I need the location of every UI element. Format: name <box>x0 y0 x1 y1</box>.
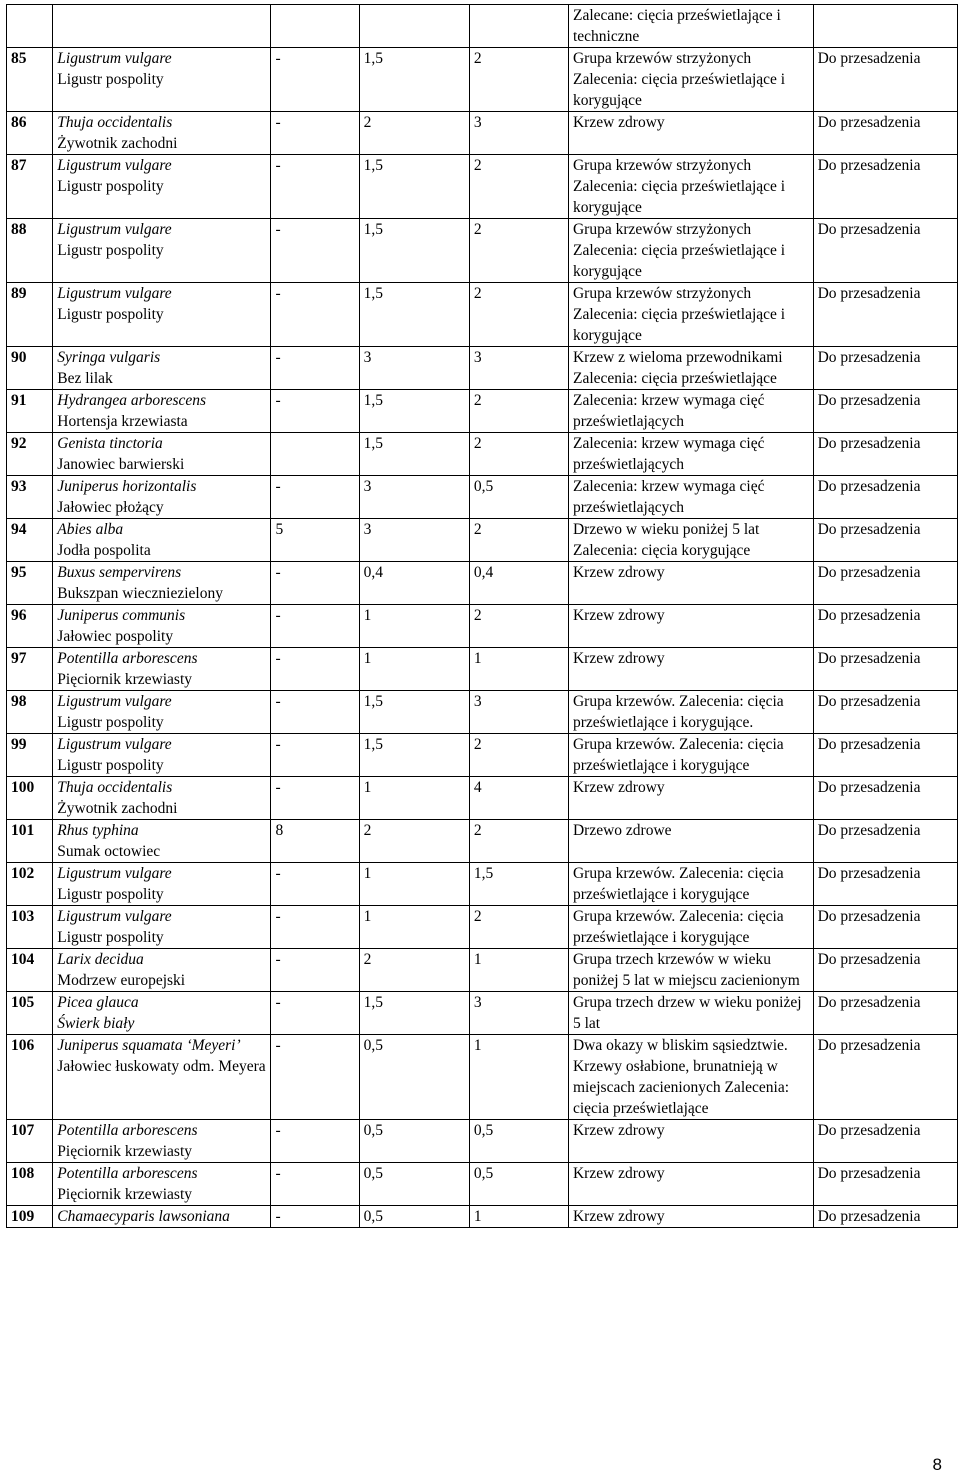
cell-decision: Do przesadzenia <box>813 777 957 820</box>
species-polish-name: Janowiec barwierski <box>57 456 185 473</box>
cell-species <box>53 562 271 605</box>
cell-species <box>53 992 271 1035</box>
cell-girth: - <box>271 112 359 155</box>
cell-width: 2 <box>469 219 568 283</box>
species-polish-name: Sumak octowiec <box>57 843 161 860</box>
cell-height: 0,5 <box>359 1206 469 1228</box>
cell-description: Zalecane: cięcia prześwietlające i techniczne <box>568 5 813 48</box>
cell-species <box>53 219 271 283</box>
cell-width: 2 <box>469 605 568 648</box>
cell-height: 2 <box>359 820 469 863</box>
table-row <box>7 1120 958 1163</box>
species-latin-name: Ligustrum vulgare <box>57 908 172 925</box>
table-row <box>7 949 958 992</box>
species-latin-name: Potentilla arborescens <box>57 1165 198 1182</box>
cell-height: 1,5 <box>359 48 469 112</box>
cell-girth: - <box>271 1035 359 1120</box>
cell-width: 1,5 <box>469 863 568 906</box>
table-row <box>7 390 958 433</box>
cell-girth: - <box>271 562 359 605</box>
table-row <box>7 476 958 519</box>
cell-nr: 87 <box>7 155 53 219</box>
cell-decision: Do przesadzenia <box>813 906 957 949</box>
cell-girth: - <box>271 1206 359 1228</box>
cell-girth: - <box>271 906 359 949</box>
cell-height: 3 <box>359 476 469 519</box>
species-polish-name: Pięciornik krzewiasty <box>57 671 193 688</box>
cell-height: 1 <box>359 906 469 949</box>
cell-nr: 109 <box>7 1206 53 1228</box>
page-number: 8 <box>932 1455 942 1474</box>
table-row <box>7 155 958 219</box>
table-row <box>7 734 958 777</box>
cell-description: Zalecenia: krzew wymaga cięć prześwietlających <box>568 390 813 433</box>
species-latin-name: Syringa vulgaris <box>57 349 161 366</box>
cell-species <box>53 949 271 992</box>
cell-girth: - <box>271 155 359 219</box>
cell-width: 3 <box>469 992 568 1035</box>
species-latin-name: Ligustrum vulgare <box>57 157 172 174</box>
cell-description: Krzew zdrowy <box>568 777 813 820</box>
cell-species <box>53 390 271 433</box>
cell-decision: Do przesadzenia <box>813 605 957 648</box>
cell-height: 1,5 <box>359 390 469 433</box>
cell-girth: - <box>271 476 359 519</box>
species-latin-name: Thuja occidentalis <box>57 779 173 796</box>
table-row <box>7 1163 958 1206</box>
cell-nr: 98 <box>7 691 53 734</box>
species-polish-name: Bukszpan wieczniezielony <box>57 585 223 602</box>
cell-species <box>53 1035 271 1120</box>
species-polish-name: Ligustr pospolity <box>57 929 164 946</box>
species-polish-name: Ligustr pospolity <box>57 757 164 774</box>
species-polish-name: Jałowiec łuskowaty odm. Meyera <box>57 1058 266 1075</box>
cell-description: Grupa krzewów. Zalecenia: cięcia prześwietlające i korygujące. <box>568 691 813 734</box>
cell-width: 4 <box>469 777 568 820</box>
cell-girth: - <box>271 1120 359 1163</box>
cell-nr: 90 <box>7 347 53 390</box>
cell-girth: - <box>271 949 359 992</box>
cell-decision: Do przesadzenia <box>813 949 957 992</box>
cell-nr: 101 <box>7 820 53 863</box>
cell-width: 2 <box>469 519 568 562</box>
cell-decision: Do przesadzenia <box>813 519 957 562</box>
table-row <box>7 605 958 648</box>
cell-height: 0,5 <box>359 1035 469 1120</box>
cell-description: Krzew zdrowy <box>568 1163 813 1206</box>
species-polish-name: Bez lilak <box>57 370 113 387</box>
table-row <box>7 1035 958 1120</box>
cell-species <box>53 734 271 777</box>
species-latin-name: Juniperus squamata ‘Meyeri’ <box>57 1037 241 1054</box>
cell-width: 2 <box>469 155 568 219</box>
cell-height: 0,5 <box>359 1163 469 1206</box>
inventory-table <box>6 4 958 1228</box>
cell-description: Grupa trzech drzew w wieku poniżej 5 lat <box>568 992 813 1035</box>
cell-description: Grupa krzewów strzyżonych Zalecenia: cięcia prześwietlające i korygujące <box>568 219 813 283</box>
species-polish-name: Ligustr pospolity <box>57 886 164 903</box>
table-row <box>7 519 958 562</box>
cell-height: 2 <box>359 949 469 992</box>
cell-nr <box>7 5 53 48</box>
cell-nr: 95 <box>7 562 53 605</box>
species-polish-name: Hortensja krzewiasta <box>57 413 188 430</box>
table-row <box>7 648 958 691</box>
table-row <box>7 992 958 1035</box>
cell-decision: Do przesadzenia <box>813 691 957 734</box>
cell-height: 1,5 <box>359 691 469 734</box>
cell-description: Zalecenia: krzew wymaga cięć prześwietlających <box>568 476 813 519</box>
cell-width: 2 <box>469 390 568 433</box>
species-latin-name: Larix decidua <box>57 951 144 968</box>
cell-species <box>53 283 271 347</box>
cell-width: 0,4 <box>469 562 568 605</box>
cell-nr: 96 <box>7 605 53 648</box>
cell-height: 1,5 <box>359 992 469 1035</box>
table-row <box>7 863 958 906</box>
cell-description: Grupa krzewów strzyżonych Zalecenia: cięcia prześwietlające i korygujące <box>568 48 813 112</box>
cell-girth: - <box>271 283 359 347</box>
cell-width: 1 <box>469 1035 568 1120</box>
cell-description: Krzew zdrowy <box>568 648 813 691</box>
table-row <box>7 48 958 112</box>
species-polish-name: Ligustr pospolity <box>57 242 164 259</box>
cell-species <box>53 433 271 476</box>
cell-species <box>53 1163 271 1206</box>
species-latin-name: Ligustrum vulgare <box>57 736 172 753</box>
cell-width: 2 <box>469 820 568 863</box>
cell-height: 1,5 <box>359 734 469 777</box>
cell-height: 1 <box>359 605 469 648</box>
cell-girth: - <box>271 219 359 283</box>
species-polish-name: Pięciornik krzewiasty <box>57 1186 193 1203</box>
cell-description: Krzew z wieloma przewodnikami Zalecenia: cięcia prześwietlające <box>568 347 813 390</box>
cell-decision: Do przesadzenia <box>813 48 957 112</box>
cell-height: 3 <box>359 519 469 562</box>
cell-width: 1 <box>469 648 568 691</box>
species-latin-name: Ligustrum vulgare <box>57 693 172 710</box>
cell-description: Dwa okazy w bliskim sąsiedztwie. Krzewy osłabione, brunatnieją w miejscach zacienionych Zalecenia: cięcia prześwietlające <box>568 1035 813 1120</box>
cell-species <box>53 777 271 820</box>
cell-decision: Do przesadzenia <box>813 820 957 863</box>
cell-girth: - <box>271 1163 359 1206</box>
species-latin-name: Ligustrum vulgare <box>57 865 172 882</box>
species-polish-name: Żywotnik zachodni <box>57 800 178 817</box>
cell-girth: - <box>271 605 359 648</box>
species-latin-name: Chamaecyparis lawsoniana <box>57 1208 230 1225</box>
cell-decision: Do przesadzenia <box>813 1163 957 1206</box>
species-latin-name: Picea glauca <box>57 994 139 1011</box>
species-polish-name: Jałowiec pospolity <box>57 628 174 645</box>
cell-nr: 92 <box>7 433 53 476</box>
table-row <box>7 562 958 605</box>
cell-girth: - <box>271 777 359 820</box>
cell-height: 1,5 <box>359 219 469 283</box>
cell-nr: 85 <box>7 48 53 112</box>
cell-nr: 100 <box>7 777 53 820</box>
cell-width: 2 <box>469 906 568 949</box>
table-row <box>7 906 958 949</box>
species-polish-name: Modrzew europejski <box>57 972 186 989</box>
cell-girth: - <box>271 863 359 906</box>
species-latin-name: Ligustrum vulgare <box>57 221 172 238</box>
cell-width: 0,5 <box>469 1163 568 1206</box>
species-latin-name: Potentilla arborescens <box>57 1122 198 1139</box>
cell-girth: - <box>271 734 359 777</box>
cell-decision: Do przesadzenia <box>813 863 957 906</box>
cell-girth <box>271 433 359 476</box>
cell-decision: Do przesadzenia <box>813 155 957 219</box>
cell-width: 1 <box>469 949 568 992</box>
species-latin-name: Rhus typhina <box>57 822 139 839</box>
cell-decision: Do przesadzenia <box>813 562 957 605</box>
cell-height: 1,5 <box>359 155 469 219</box>
cell-height: 0,4 <box>359 562 469 605</box>
cell-description: Grupa krzewów. Zalecenia: cięcia prześwietlające i korygujące <box>568 863 813 906</box>
cell-nr: 106 <box>7 1035 53 1120</box>
cell-description: Grupa trzech krzewów w wieku poniżej 5 lat w miejscu zacienionym <box>568 949 813 992</box>
species-polish-name: Ligustr pospolity <box>57 714 164 731</box>
cell-description: Krzew zdrowy <box>568 1206 813 1228</box>
species-latin-name: Potentilla arborescens <box>57 650 198 667</box>
cell-height: 3 <box>359 347 469 390</box>
cell-nr: 93 <box>7 476 53 519</box>
species-latin-name: Abies alba <box>57 521 124 538</box>
cell-height: 1 <box>359 863 469 906</box>
cell-species <box>53 605 271 648</box>
species-latin-name: Juniperus communis <box>57 607 186 624</box>
cell-decision: Do przesadzenia <box>813 390 957 433</box>
species-latin-name: Ligustrum vulgare <box>57 285 172 302</box>
cell-nr: 86 <box>7 112 53 155</box>
cell-width: 0,5 <box>469 1120 568 1163</box>
cell-width: 1 <box>469 1206 568 1228</box>
cell-girth <box>271 5 359 48</box>
cell-species <box>53 5 271 48</box>
cell-species <box>53 519 271 562</box>
cell-decision: Do przesadzenia <box>813 648 957 691</box>
cell-nr: 108 <box>7 1163 53 1206</box>
cell-description: Grupa krzewów strzyżonych Zalecenia: cięcia prześwietlające i korygujące <box>568 283 813 347</box>
cell-width: 2 <box>469 283 568 347</box>
cell-width: 0,5 <box>469 476 568 519</box>
cell-description: Grupa krzewów strzyżonych Zalecenia: cięcia prześwietlające i korygujące <box>568 155 813 219</box>
cell-girth: 5 <box>271 519 359 562</box>
cell-width <box>469 5 568 48</box>
cell-girth: - <box>271 390 359 433</box>
table-row-continuation <box>7 5 958 48</box>
cell-nr: 99 <box>7 734 53 777</box>
table-row <box>7 219 958 283</box>
species-polish-name: Żywotnik zachodni <box>57 135 178 152</box>
cell-decision: Do przesadzenia <box>813 283 957 347</box>
species-latin-name: Juniperus horizontalis <box>57 478 197 495</box>
table-row <box>7 820 958 863</box>
species-latin-name: Genista tinctoria <box>57 435 163 452</box>
cell-decision: Do przesadzenia <box>813 433 957 476</box>
cell-species <box>53 1120 271 1163</box>
cell-girth: 8 <box>271 820 359 863</box>
table-row <box>7 283 958 347</box>
cell-species <box>53 476 271 519</box>
cell-nr: 89 <box>7 283 53 347</box>
species-polish-name: Pięciornik krzewiasty <box>57 1143 193 1160</box>
cell-decision: Do przesadzenia <box>813 112 957 155</box>
species-latin-name: Hydrangea arborescens <box>57 392 207 409</box>
cell-girth: - <box>271 648 359 691</box>
cell-nr: 94 <box>7 519 53 562</box>
species-polish-name: Jałowiec płożący <box>57 499 164 516</box>
cell-decision <box>813 5 957 48</box>
species-latin-name: Thuja occidentalis <box>57 114 173 131</box>
cell-height: 0,5 <box>359 1120 469 1163</box>
cell-nr: 105 <box>7 992 53 1035</box>
cell-description: Krzew zdrowy <box>568 1120 813 1163</box>
table-row <box>7 347 958 390</box>
species-polish-name: Ligustr pospolity <box>57 178 164 195</box>
cell-nr: 104 <box>7 949 53 992</box>
cell-height <box>359 5 469 48</box>
cell-decision: Do przesadzenia <box>813 992 957 1035</box>
cell-height: 1,5 <box>359 433 469 476</box>
cell-girth: - <box>271 992 359 1035</box>
species-polish-name: Ligustr pospolity <box>57 306 164 323</box>
cell-description: Drzewo zdrowe <box>568 820 813 863</box>
cell-description: Krzew zdrowy <box>568 605 813 648</box>
table-row <box>7 691 958 734</box>
cell-width: 3 <box>469 347 568 390</box>
inventory-table-body <box>7 5 958 1228</box>
cell-girth: - <box>271 48 359 112</box>
table-row <box>7 777 958 820</box>
cell-height: 1 <box>359 648 469 691</box>
cell-girth: - <box>271 691 359 734</box>
cell-height: 1 <box>359 777 469 820</box>
cell-decision: Do przesadzenia <box>813 734 957 777</box>
cell-species <box>53 648 271 691</box>
cell-width: 2 <box>469 48 568 112</box>
cell-species <box>53 112 271 155</box>
cell-species <box>53 820 271 863</box>
cell-nr: 88 <box>7 219 53 283</box>
cell-decision: Do przesadzenia <box>813 476 957 519</box>
cell-description: Grupa krzewów. Zalecenia: cięcia prześwietlające i korygujące <box>568 734 813 777</box>
cell-species <box>53 1206 271 1228</box>
cell-species <box>53 691 271 734</box>
cell-width: 2 <box>469 433 568 476</box>
cell-description: Drzewo w wieku poniżej 5 lat Zalecenia: cięcia korygujące <box>568 519 813 562</box>
cell-height: 1,5 <box>359 283 469 347</box>
table-row <box>7 433 958 476</box>
cell-nr: 102 <box>7 863 53 906</box>
table-row <box>7 112 958 155</box>
cell-width: 3 <box>469 691 568 734</box>
cell-decision: Do przesadzenia <box>813 1035 957 1120</box>
cell-width: 3 <box>469 112 568 155</box>
species-polish-name: Jodła pospolita <box>57 542 151 559</box>
cell-description: Krzew zdrowy <box>568 562 813 605</box>
cell-height: 2 <box>359 112 469 155</box>
cell-width: 2 <box>469 734 568 777</box>
cell-nr: 91 <box>7 390 53 433</box>
species-polish-name: Świerk biały <box>57 1015 135 1032</box>
table-row <box>7 1206 958 1228</box>
cell-nr: 97 <box>7 648 53 691</box>
cell-decision: Do przesadzenia <box>813 1120 957 1163</box>
cell-decision: Do przesadzenia <box>813 1206 957 1228</box>
cell-description: Grupa krzewów. Zalecenia: cięcia prześwietlające i korygujące <box>568 906 813 949</box>
cell-description: Zalecenia: krzew wymaga cięć prześwietlających <box>568 433 813 476</box>
cell-species <box>53 48 271 112</box>
cell-nr: 107 <box>7 1120 53 1163</box>
species-latin-name: Ligustrum vulgare <box>57 50 172 67</box>
cell-nr: 103 <box>7 906 53 949</box>
species-latin-name: Buxus sempervirens <box>57 564 182 581</box>
cell-decision: Do przesadzenia <box>813 219 957 283</box>
cell-species <box>53 906 271 949</box>
cell-species <box>53 347 271 390</box>
cell-girth: - <box>271 347 359 390</box>
cell-description: Krzew zdrowy <box>568 112 813 155</box>
species-polish-name: Ligustr pospolity <box>57 71 164 88</box>
cell-species <box>53 863 271 906</box>
cell-decision: Do przesadzenia <box>813 347 957 390</box>
cell-species <box>53 155 271 219</box>
